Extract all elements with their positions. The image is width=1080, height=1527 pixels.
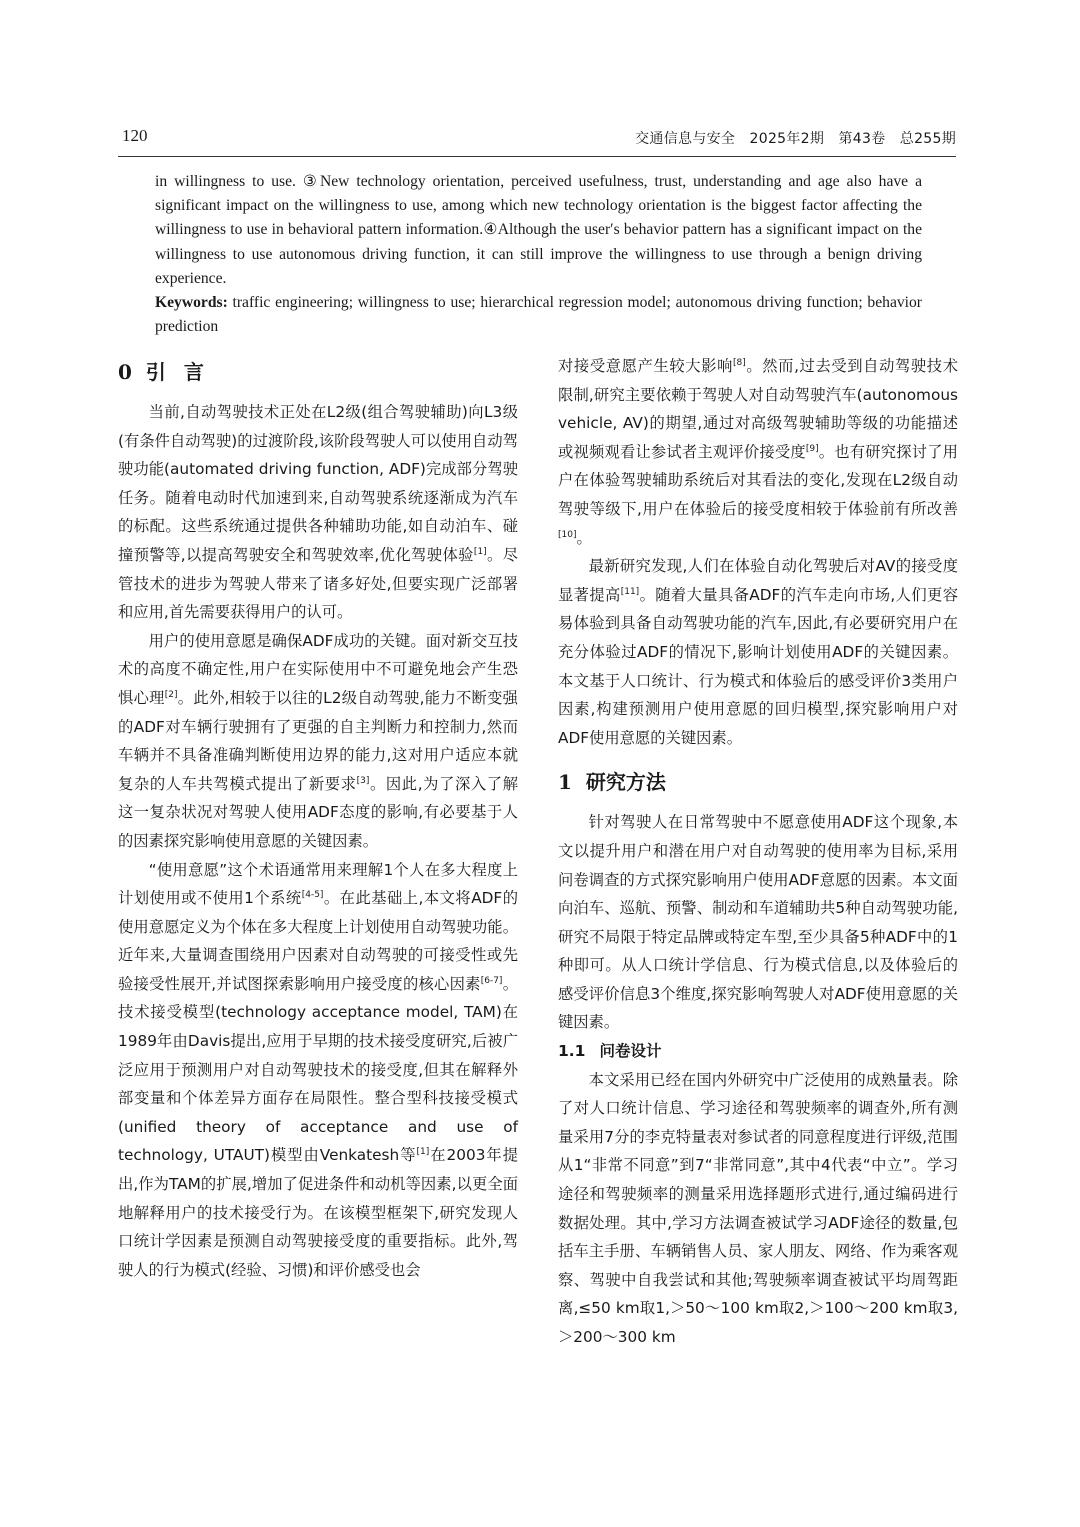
citation[interactable]: [1] xyxy=(416,1147,430,1158)
paragraph: 本文采用已经在国内外研究中广泛使用的成熟量表。除了对人口统计信息、学习途径和驾驶频率的调查外,所有测量采用7分的李克特量表对参试者的同意程度进行评级,范围从1“非常不同意”到7“非常同意”,其中4代表“中立”。学习途径和驾驶频率的测量采用选择题形式进行,通过编码进行数据处理。其中,学习方法调查被试学习ADF途径的数量,包括车主手册、车辆销售人员、家人朋友、网络、作为乘客观察、驾驶中自我尝试和其他;驾驶频率调查被试平均周驾距离,≤50 km取1,＞50～100 km取2,＞100～200 km取3,＞200～300 km xyxy=(558,1070,958,1346)
section-title-text: 研究方法 xyxy=(585,770,666,795)
section-number: 0 xyxy=(118,360,132,384)
keywords-text: traffic engineering; willingness to use; hierarchical regression model; autonomous driving function; behavior prediction xyxy=(155,294,922,336)
page-header xyxy=(118,126,956,157)
citation[interactable]: [1] xyxy=(473,546,487,557)
citation[interactable]: [2] xyxy=(164,689,178,700)
abstract-tail xyxy=(155,170,922,339)
citation[interactable]: [11] xyxy=(620,586,640,597)
journal-info: 交通信息与安全 2025年2期 第43卷 总255期 xyxy=(635,131,956,147)
left-column xyxy=(118,352,518,1284)
paragraph: “使用意愿”这个术语通常用来理解1个人在多大程度上计划使用或不使用1个系统[4-5]。在此基础上,本文将ADF的使用意愿定义为个体在多大程度上计划使用自动驾驶功能。近年来,大量调查围绕用户因素对自动驾驶的可接受性或先验接受性展开,并试图探索影响用户接受度的核心因素[6-7]。技术接受模型(technology acceptance model, TAM)在1989年由Davis提出,应用于早期的技术接受度研究,后被广泛应用于预测用户对自动驾驶技术的接受度,但其在解释外部变量和个体差异方面存在局限性。整合型科技接受模式(unified theory of acceptance and use of technology, UTAUT)模型由Venkatesh等[1]在2003年提出,作为TAM的扩展,增加了促进条件和动机等因素,以更全面地解释用户的技术接受行为。在该模型框架下,研究发现人口统计学因素是预测自动驾驶接受度的重要指标。此外,驾驶人的行为模式(经验、习惯)和评价感受也会 xyxy=(118,860,519,1279)
citation[interactable]: [8] xyxy=(732,358,746,368)
citation[interactable]: [3] xyxy=(356,775,370,786)
subsection-1-1-title xyxy=(558,1037,958,1066)
section-1-title xyxy=(558,762,958,804)
section-title-text: 引言 xyxy=(145,360,222,384)
paragraph: 用户的使用意愿是确保ADF成功的关键。面对新交互技术的高度不确定性,用户在实际使用中不可避免地会产生恐惧心理[2]。此外,相较于以往的L2级自动驾驶,能力不断变强的ADF对车辆行驶拥有了更强的自主判断力和控制力,然而车辆并不具备准确判断使用边界的能力,这对用户适应本就复杂的人车共驾模式提出了新要求[3]。因此,为了深入了解这一复杂状况对驾驶人使用ADF态度的影响,有必要基于人的因素探究影响使用意愿的关键因素。 xyxy=(118,631,518,850)
subsection-number: 1.1 xyxy=(558,1042,586,1061)
page-number: 120 xyxy=(122,126,148,145)
keywords-label: Keywords: xyxy=(155,294,228,312)
citation[interactable]: [6-7] xyxy=(480,975,503,986)
right-column xyxy=(558,352,958,1352)
paragraph: 最新研究发现,人们在体验自动化驾驶后对AV的接受度显著提高[11]。随着大量具备ADF的汽车走向市场,人们更容易体验到具备自动驾驶功能的汽车,因此,有必要研究用户在充分体验过ADF的情况下,影响计划使用ADF的关键因素。本文基于人口统计、行为模式和体验后的感受评价3类用户因素,构建预测用户使用意愿的回归模型,探究影响用户对ADF使用意愿的关键因素。 xyxy=(558,557,958,747)
citation[interactable]: [9] xyxy=(805,443,819,454)
paragraph: 对接受意愿产生较大影响[8]。然而,过去受到自动驾驶技术限制,研究主要依赖于驾驶人对自动驾驶汽车(autonomous vehicle, AV)的期望,通过对高级驾驶辅助等级的功能描述或视频观看让参试者主观评价接受度[9]。也有研究探讨了用户在体验驾驶辅助系统后对其看法的变化,发现在L2级自动驾驶等级下,用户在体验后的接受度相较于体验前有所改善[10]。 xyxy=(558,357,958,547)
section-number: 1 xyxy=(558,770,572,795)
keywords xyxy=(155,291,922,339)
section-0-title xyxy=(118,352,518,394)
paragraph: 针对驾驶人在日常驾驶中不愿意使用ADF这个现象,本文以提升用户和潜在用户对自动驾驶的使用率为目标,采用问卷调查的方式探究影响用户使用ADF意愿的因素。本文面向泊车、巡航、预警、制动和车道辅助共5种自动驾驶功能,研究不局限于特定品牌或特定车型,至少具备5种ADF中的1种即可。从人口统计学信息、行为模式信息,以及体验后的感受评价信息3个维度,探究影响驾驶人对ADF使用意愿的关键因素。 xyxy=(558,813,958,1032)
citation[interactable]: [4-5] xyxy=(301,890,324,901)
paragraph: 当前,自动驾驶技术正处在L2级(组合驾驶辅助)向L3级(有条件自动驾驶)的过渡阶段,该阶段驾驶人可以使用自动驾驶功能(automated driving function, ADF)完成部分驾驶任务。随着电动时代加速到来,自动驾驶系统逐渐成为汽车的标配。这些系统通过提供各种辅助功能,如自动泊车、碰撞预警等,以提高驾驶安全和驾驶效率,优化驾驶体验[1]。尽管技术的进步为驾驶人带来了诸多好处,但要实现广泛部署和应用,首先需要获得用户的认可。 xyxy=(118,403,518,622)
subsection-title-text: 问卷设计 xyxy=(599,1042,662,1061)
citation[interactable]: [10] xyxy=(558,529,577,540)
abstract-text: in willingness to use. ③New technology orientation, perceived usefulness, trust, understanding and age also have a significant impact on the willingness to use, among which new technology orientation is the biggest factor affecting the willingness to use in behavioral pattern information.④Although the user′s behavior pattern has a significant impact on the willingness to use autonomous driving function, it can still improve the willingness to use through a benign driving experience. xyxy=(155,173,922,287)
